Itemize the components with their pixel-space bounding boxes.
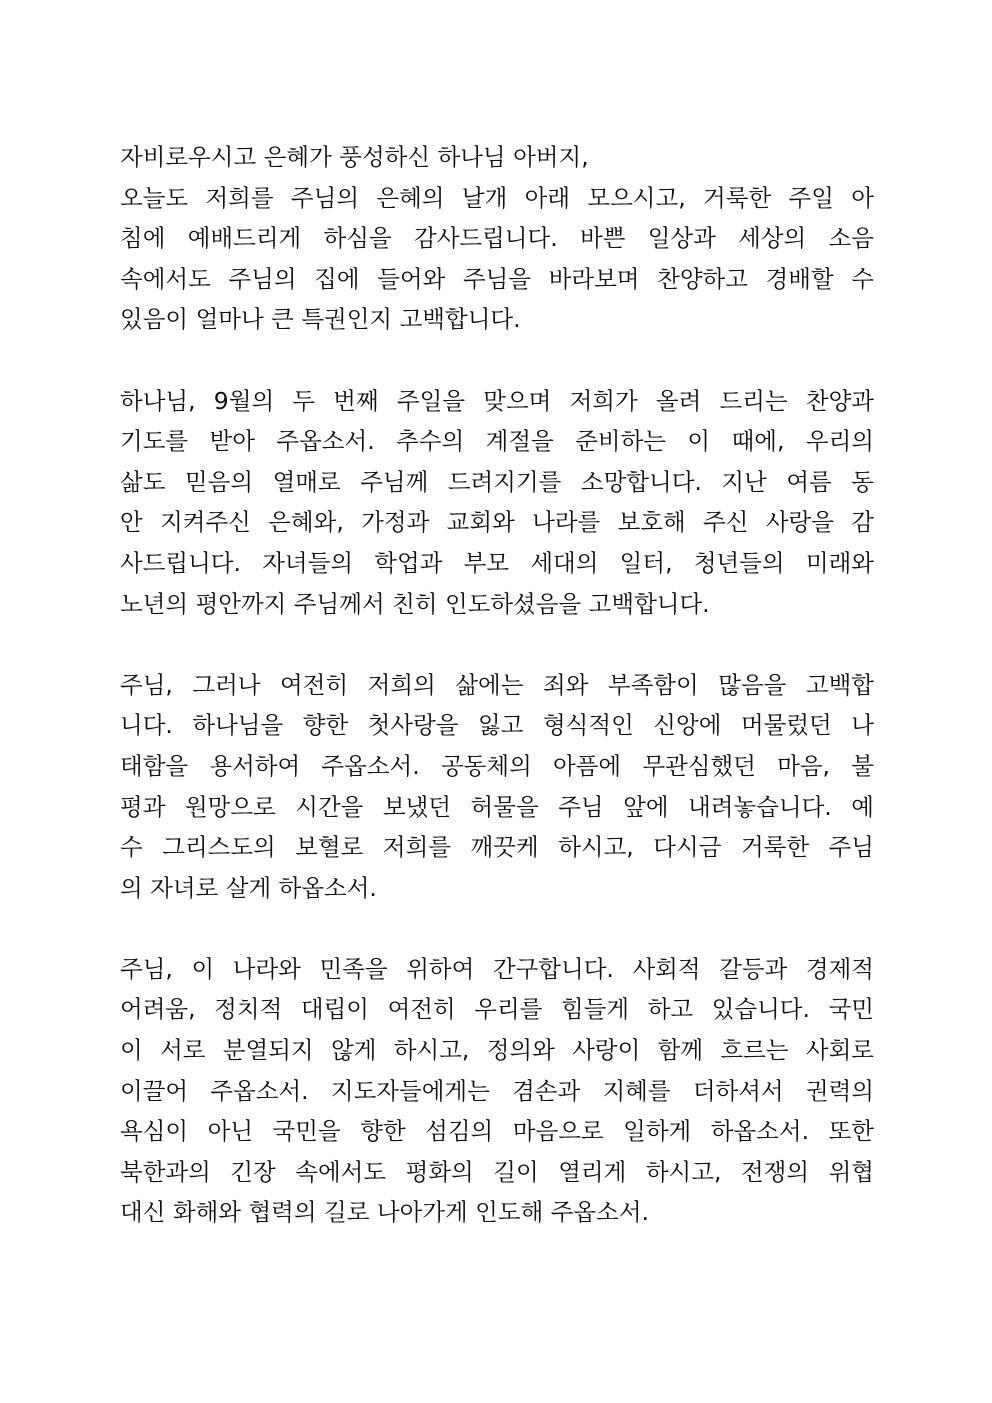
text-line: 어려움, 정치적 대립이 여전히 우리를 힘들게 하고 있습니다. 국민 (120, 995, 874, 1024)
prayer-text (120, 137, 874, 1274)
paragraph-1 (120, 137, 874, 340)
text-line: 자비로우시고 은혜가 풍성하신 하나님 아버지, (120, 143, 589, 171)
text-line: 이끌어 주옵소서. 지도자들에게는 겸손과 지혜를 더하셔서 권력의 (120, 1076, 874, 1105)
paragraph-2 (120, 381, 874, 625)
text-line: 대신 화해와 협력의 길로 나아가게 인도해 주옵소서. (120, 1198, 650, 1227)
text-line: 노년의 평안까지 주님께서 친히 인도하셨음을 고백합니다. (120, 589, 710, 618)
text-line: 이 서로 분열되지 않게 하시고, 정의와 사랑이 함께 흐르는 사회로 (120, 1036, 874, 1065)
text-line: 기도를 받아 주옵소서. 추수의 계절을 준비하는 이 때에, 우리의 (120, 427, 874, 456)
text-line: 니다. 하나님을 향한 첫사랑을 잃고 형식적인 신앙에 머물렀던 나 (120, 711, 874, 740)
text-line: 하나님, 9월의 두 번째 주일을 맞으며 저희가 올려 드리는 찬양과 (120, 386, 874, 415)
text-line: 오늘도 저희를 주님의 은혜의 날개 아래 모으시고, 거룩한 주일 아 (120, 183, 874, 212)
text-line: 의 자녀로 살게 하옵소서. (120, 873, 377, 902)
text-line: 주님, 이 나라와 민족을 위하여 간구합니다. 사회적 갈등과 경제적 (120, 954, 874, 983)
text-line: 태함을 용서하여 주옵소서. 공동체의 아픔에 무관심했던 마음, 불 (120, 751, 874, 780)
text-line: 주님, 그러나 여전히 저희의 삶에는 죄와 부족함이 많음을 고백합 (120, 670, 874, 699)
text-line: 평과 원망으로 시간을 보냈던 허물을 주님 앞에 내려놓습니다. 예 (120, 792, 874, 821)
paragraph-3 (120, 665, 874, 909)
text-line: 수 그리스도의 보혈로 저희를 깨끗케 하시고, 다시금 거룩한 주님 (120, 833, 874, 862)
text-line: 안 지켜주신 은혜와, 가정과 교회와 나라를 보호해 주신 사랑을 감 (120, 508, 874, 537)
text-line: 있음이 얼마나 큰 특권인지 고백합니다. (120, 305, 521, 334)
text-line: 속에서도 주님의 집에 들어와 주님을 바라보며 찬양하고 경배할 수 (120, 264, 874, 293)
text-line: 북한과의 긴장 속에서도 평화의 길이 열리게 하시고, 전쟁의 위협 (120, 1157, 874, 1186)
text-line: 사드립니다. 자녀들의 학업과 부모 세대의 일터, 청년들의 미래와 (120, 548, 874, 577)
text-line: 침에 예배드리게 하심을 감사드립니다. 바쁜 일상과 세상의 소음 (120, 224, 874, 253)
text-line: 삶도 믿음의 열매로 주님께 드려지기를 소망합니다. 지난 여름 동 (120, 467, 874, 496)
paragraph-4 (120, 949, 874, 1233)
text-line: 욕심이 아닌 국민을 향한 섬김의 마음으로 일하게 하옵소서. 또한 (120, 1117, 874, 1146)
